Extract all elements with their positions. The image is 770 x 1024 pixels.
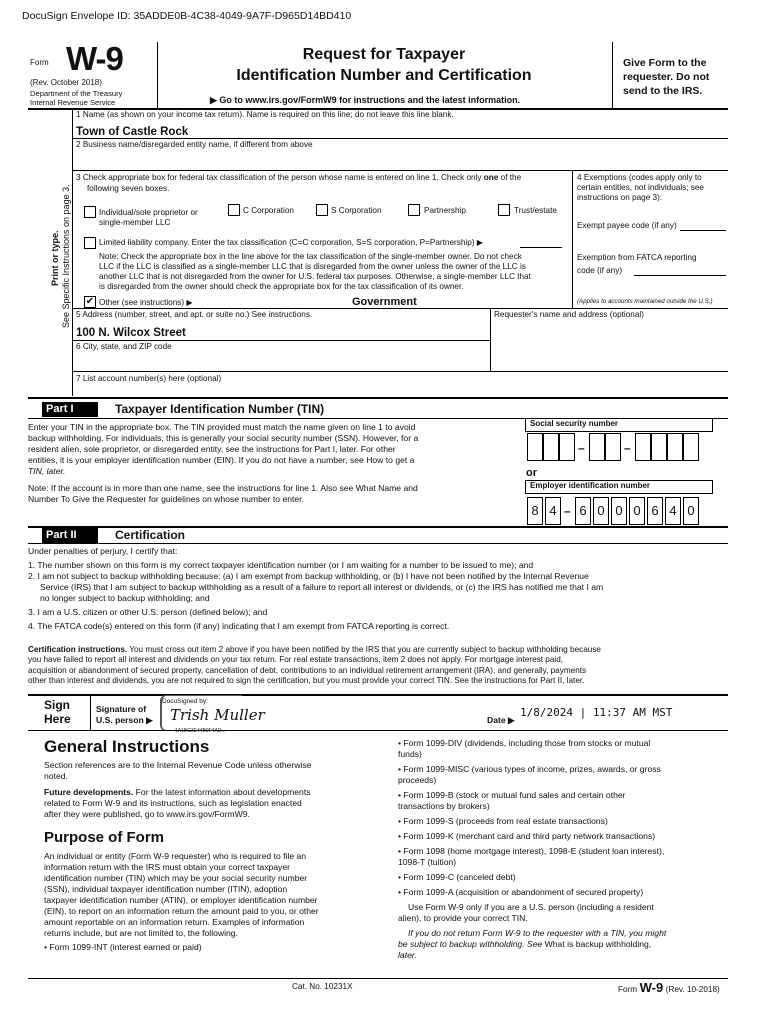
certification-text: Under penalties of perjury, I certify that: 1. The number shown on this form is my correct taxpayer identification number (or I am waiting for a number to be issued to me); and 2. I am not subject to backup withholding because: (a) I am exempt from backup withholding, or (b) I have not been notified by the Internal Revenue Service (IRS) that I am subject to backup withholding as a result of a failure to report all interest or dividends, or (c) the IRS has notified me that I am no longer subject to backup withholding; and 3. I am a U.S. citizen or other U.S. person (defined below); and 4. The FATCA code(s) entered on this form (if any) indicating that I am exempt from FATCA reporting is correct. xyxy=(28,546,604,631)
general-intro: Section references are to the Internal Revenue Code unless otherwise noted. xyxy=(44,760,312,781)
fatca-label: Exemption from FATCA reporting code (if any) xyxy=(577,253,697,275)
label-other: Other (see instructions) ▶ xyxy=(99,298,193,307)
or-label: or xyxy=(526,467,537,479)
signature-id: 1A1BC3E44B0F4AD... xyxy=(175,728,226,734)
ssn-digit-box[interactable] xyxy=(651,433,667,461)
line1-name-field[interactable]: Town of Castle Rock xyxy=(76,126,189,138)
ein-digit-box[interactable]: 0 xyxy=(611,497,627,525)
line5-address-field[interactable]: 100 N. Wilcox Street xyxy=(76,327,186,339)
ein-digit-box[interactable]: 4 xyxy=(545,497,561,525)
checkbox-s-corp[interactable] xyxy=(316,204,328,216)
goto-link[interactable]: ▶ Go to www.irs.gov/FormW9 for instructions and the latest information. xyxy=(210,95,521,105)
checkbox-partnership[interactable] xyxy=(408,204,420,216)
general-instructions-title: General Instructions xyxy=(44,737,210,756)
give-form-note: Give Form to the requester. Do not send to the IRS. xyxy=(623,57,710,97)
line5-label: 5 Address (number, street, and apt. or suite no.) See instructions. xyxy=(76,310,313,319)
ssn-digit-box[interactable] xyxy=(635,433,651,461)
part2-tag: Part II xyxy=(42,528,98,543)
form-word: Form xyxy=(30,58,49,67)
part1-tag: Part I xyxy=(42,402,98,417)
line1-label: 1 Name (as shown on your income tax return). Name is required on this line; do not leave this line blank. xyxy=(76,110,454,119)
title-line1: Request for Taxpayer xyxy=(302,46,466,63)
certification-instructions: Certification instructions. You must cross out item 2 above if you have been notified by the IRS that you are currently subject to backup withholding because you have failed to report all interest and dividends on your tax return. For real estate transactions, item 2 does not apply. For mortgage interest paid, acquisition or abandonment of secured property, cancellation of debt, contributions to an individual retirement arrangement (IRA), and generally, payments other than interest and dividends, you are not required to sign the certification, but you must provide your correct TIN. See the instructions for Part II, later. xyxy=(28,645,601,685)
purpose-title: Purpose of Form xyxy=(44,829,165,846)
sign-here-label: Sign Here xyxy=(44,698,71,726)
line3-label-cont: following seven boxes. xyxy=(87,184,170,193)
dept-treasury: Department of the Treasury xyxy=(30,89,123,98)
signature-label: Signature of U.S. person ▶ xyxy=(96,704,153,725)
line6-label: 6 City, state, and ZIP code xyxy=(76,342,172,351)
ssn-digit-box[interactable] xyxy=(667,433,683,461)
ein-digit-box[interactable]: 8 xyxy=(527,497,543,525)
line2-business-field[interactable] xyxy=(76,152,716,168)
ein-digit-box[interactable]: 6 xyxy=(575,497,591,525)
line3-label: 3 Check appropriate box for federal tax classification of the person whose name is entered on line 1. Check only one of the xyxy=(76,173,522,182)
ssn-dash: – xyxy=(624,441,631,455)
part2-title: Certification xyxy=(115,528,186,542)
part1-note: Note: If the account is in more than one name, see the instructions for line 1. Also see What Name and Number To Give the Requester for guidelines on whose number to enter. xyxy=(28,483,418,504)
date-field[interactable]: 1/8/2024 | 11:37 AM MST xyxy=(520,706,673,719)
checkbox-trust[interactable] xyxy=(498,204,510,216)
ein-digit-box[interactable]: 6 xyxy=(647,497,663,525)
checkbox-c-corp[interactable] xyxy=(228,204,240,216)
checkbox-other[interactable]: ✔ xyxy=(85,296,95,307)
catalog-number: Cat. No. 10231X xyxy=(292,982,353,991)
ssn-digit-box[interactable] xyxy=(543,433,559,461)
label-trust: Trust/estate xyxy=(514,206,557,215)
ssn-digit-box[interactable] xyxy=(559,433,575,461)
dept-irs: Internal Revenue Service xyxy=(30,98,116,107)
label-c-corp: C Corporation xyxy=(243,206,294,215)
ssn-digit-box[interactable] xyxy=(605,433,621,461)
label-partnership: Partnership xyxy=(424,206,466,215)
fatca-field[interactable] xyxy=(634,275,726,276)
checkbox-llc[interactable] xyxy=(84,237,96,249)
label-llc: Limited liability company. Enter the tax classification (C=C corporation, S=S corporation, P=Partnership) ▶ xyxy=(99,238,484,247)
ein-digit-box[interactable]: 0 xyxy=(629,497,645,525)
print-or-type: Print or type. xyxy=(50,230,60,286)
ein-dash: – xyxy=(564,504,571,518)
ssn-digit-box[interactable] xyxy=(683,433,699,461)
title-line2: Identification Number and Certification xyxy=(236,67,532,84)
ssn-label: Social security number xyxy=(530,419,619,428)
exempt-payee-field[interactable] xyxy=(680,230,726,231)
ein-label: Employer identification number xyxy=(530,481,651,490)
requester-label: Requester's name and address (optional) xyxy=(494,310,644,319)
part1-instructions: Enter your TIN in the appropriate box. The TIN provided must match the name given on line 1 to avoid backup withholding. For individuals, this is generally your social security number (SSN). However, for a resident alien, sole proprietor, or disregarded entity, see the instructions for Part I, later. For other entities, it is your employer identification number (EIN). If you do not have a number, see How to get a TIN, later. xyxy=(28,422,419,476)
date-label: Date ▶ xyxy=(487,715,515,725)
llc-note: Note: Check the appropriate box in the line above for the tax classification of the single-member owner. Do not check LLC if the LLC is classified as a single-member LLC that is disregarded from the owner unless the owner of the LLC is another LLC that is not disregarded from the owner for U.S. federal tax purposes. Otherwise, a single-member LLC that is disregarded from the owner should check the appropriate box for the tax classification of its owner. xyxy=(99,252,531,291)
future-developments: Future developments. For the latest information about developments related to Form W-9 and its instructions, such as legislation enacted after they were published, go to www.irs.gov/FormW9. xyxy=(44,787,311,819)
ssn-digit-box[interactable] xyxy=(527,433,543,461)
line7-account-field[interactable] xyxy=(76,385,716,395)
ssn-dash: – xyxy=(578,441,585,455)
footer-form-id: Form W-9 (Rev. 10-2018) xyxy=(618,980,720,995)
exempt-payee-label: Exempt payee code (if any) xyxy=(577,221,677,230)
ein-digit-box[interactable]: 4 xyxy=(665,497,681,525)
label-individual: Individual/sole proprietor or single-member LLC xyxy=(99,208,198,227)
ssn-digit-box[interactable] xyxy=(589,433,605,461)
part1-title: Taxpayer Identification Number (TIN) xyxy=(115,402,325,416)
line7-label: 7 List account number(s) here (optional) xyxy=(76,374,222,383)
ein-digit-box[interactable]: 0 xyxy=(683,497,699,525)
form-number: W-9 xyxy=(66,40,123,77)
see-specific-instructions: See Specific Instructions on page 3. xyxy=(61,184,71,328)
docusigned-by: DocuSigned by: xyxy=(162,698,208,705)
signature-field[interactable]: Trish Muller xyxy=(170,706,265,724)
envelope-id: DocuSign Envelope ID: 35ADDE0B-4C38-4049-9A7F-D965D14BD410 xyxy=(22,10,352,22)
line6-city-field[interactable] xyxy=(76,354,486,368)
purpose-text: An individual or entity (Form W-9 requester) who is required to file an information return with the IRS must obtain your correct taxpayer identification number (TIN) which may be your social security number (SSN), individual taxpayer identification number (ITIN), adoption taxpayer identification number (ATIN), or employer identification number (EIN), to report on an information return the amount paid to you, or other amount reportable on an information return. Examples of information returns include, but are not limited to, the following. • Form 1099-INT (interest earned or paid) xyxy=(44,851,319,952)
label-s-corp: S Corporation xyxy=(331,206,382,215)
forms-list: • Form 1099-DIV (dividends, including those from stocks or mutual funds) • Form 1099-MISC (various types of income, prizes, awards, or gross proceeds) • Form 1099-B (stock or mutual fund sales and certain other transactions by brokers) • Form 1099-S (proceeds from real estate transactions) • Form 1099-K (merchant card and third party network transactions) • Form 1098 (home mortgage interest), 1098-E (student loan interest), 1098-T (tuition) • Form 1099-C (canceled debt) • Form 1099-A (acquisition or abandonment of secured property) Use Form W-9 only if you are a U.S. person (including a resident alien), to provide your correct TIN. If you do not return Form W-9 to the requester with a TIN, you might be subject to backup withholding. See What is backup withholding, later. xyxy=(398,738,667,960)
fatca-applies: (Applies to accounts maintained outside the U.S.) xyxy=(577,298,713,305)
checkbox-individual[interactable] xyxy=(84,206,96,218)
revision: (Rev. October 2018) xyxy=(30,78,102,87)
llc-classification-field[interactable] xyxy=(520,247,562,248)
line2-label: 2 Business name/disregarded entity name, if different from above xyxy=(76,140,313,149)
other-classification-field[interactable]: Government xyxy=(352,296,417,308)
line4-label: 4 Exemptions (codes apply only to certain entities, not individuals; see instructions on page 3): xyxy=(577,173,704,202)
ein-digit-box[interactable]: 0 xyxy=(593,497,609,525)
